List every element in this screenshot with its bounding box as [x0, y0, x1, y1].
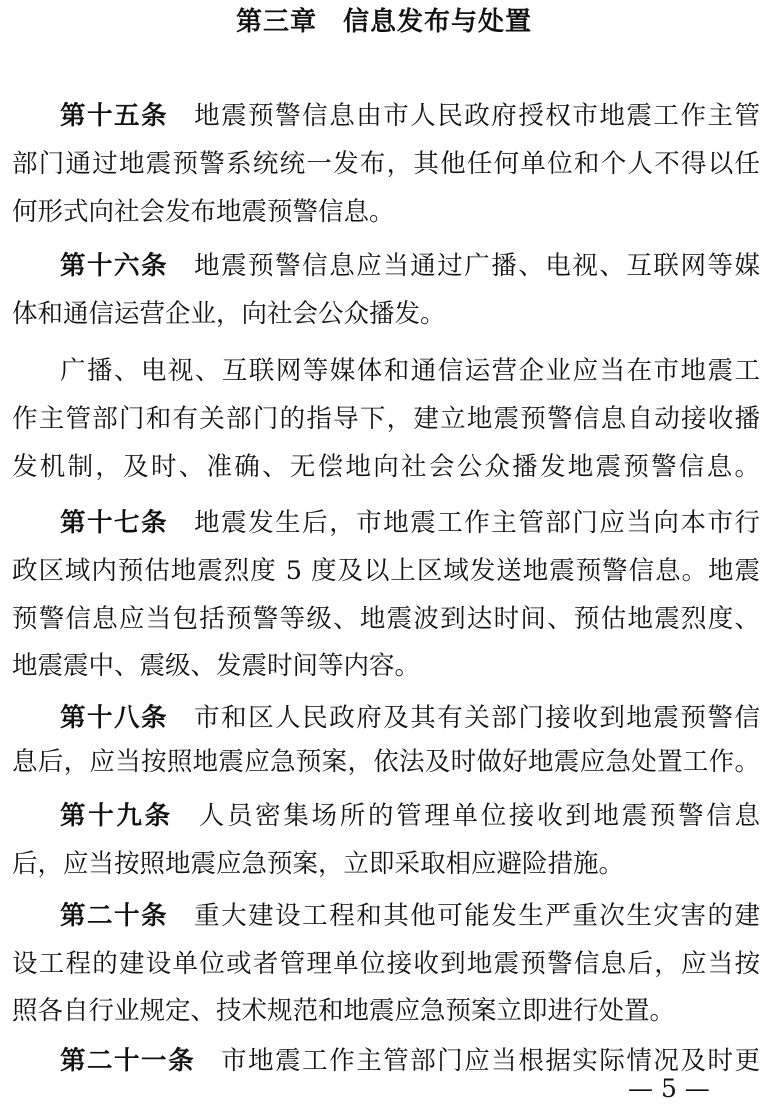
article-17-line-2: 政区域内预估地震烈度 5 度及以上区域发送地震预警信息。地震 — [12, 556, 760, 586]
article-18-line-2: 息后，应当按照地震应急预案，依法及时做好地震应急处置工作。 — [12, 747, 760, 777]
article-15-line-3: 何形式向社会发布地震预警信息。 — [12, 197, 395, 227]
article-20-line-1: 第二十条 重大建设工程和其他可能发生严重次生灾害的建 — [60, 901, 760, 931]
article-19-line-2: 后，应当按照地震应急预案，立即采取相应避险措施。 — [12, 849, 625, 879]
article-label: 第二十一条 — [60, 1046, 196, 1076]
article-15-line-2: 部门通过地震预警系统统一发布，其他任何单位和个人不得以任 — [12, 149, 760, 179]
article-16-para2-line-3: 发机制，及时、准确、无偿地向社会公众播发地震预警信息。 — [12, 452, 760, 482]
chapter-heading — [0, 4, 768, 40]
article-20-line-3: 照各自行业规定、技术规范和地震应急预案立即进行处置。 — [12, 996, 676, 1026]
article-label: 第十七条 — [60, 508, 169, 538]
article-label: 第十八条 — [60, 703, 169, 733]
article-20-line-2: 设工程的建设单位或者管理单位接收到地震预警信息后，应当按 — [12, 949, 760, 979]
article-15-line-1: 第十五条 地震预警信息由市人民政府授权市地震工作主管 — [60, 101, 760, 131]
article-label: 第十五条 — [60, 101, 169, 131]
chapter-title: 信息发布与处置 — [343, 7, 533, 37]
article-label: 第十六条 — [60, 251, 169, 281]
article-17-line-3: 预警信息应当包括预警等级、地震波到达时间、预估地震烈度、 — [12, 604, 760, 634]
article-16-para2-line-1: 广播、电视、互联网等媒体和通信运营企业应当在市地震工 — [60, 356, 760, 386]
article-16-line-2: 体和通信运营企业，向社会公众播发。 — [12, 299, 446, 329]
page-number: — 5 — — [628, 1074, 710, 1103]
article-16-para2-line-2: 作主管部门和有关部门的指导下，建立地震预警信息自动接收播 — [12, 404, 760, 434]
chapter-number: 第三章 — [235, 7, 317, 37]
article-17-line-1: 第十七条 地震发生后，市地震工作主管部门应当向本市行 — [60, 508, 760, 538]
article-21-line-1: 第二十一条 市地震工作主管部门应当根据实际情况及时更 — [60, 1046, 760, 1076]
article-17-line-4: 地震震中、震级、发震时间等内容。 — [12, 651, 421, 681]
article-label: 第二十条 — [60, 901, 169, 931]
article-19-line-1: 第十九条 人员密集场所的管理单位接收到地震预警信息 — [60, 801, 760, 831]
article-18-line-1: 第十八条 市和区人民政府及其有关部门接收到地震预警信 — [60, 703, 760, 733]
article-16-line-1: 第十六条 地震预警信息应当通过广播、电视、互联网等媒 — [60, 251, 760, 281]
article-label: 第十九条 — [60, 801, 173, 831]
